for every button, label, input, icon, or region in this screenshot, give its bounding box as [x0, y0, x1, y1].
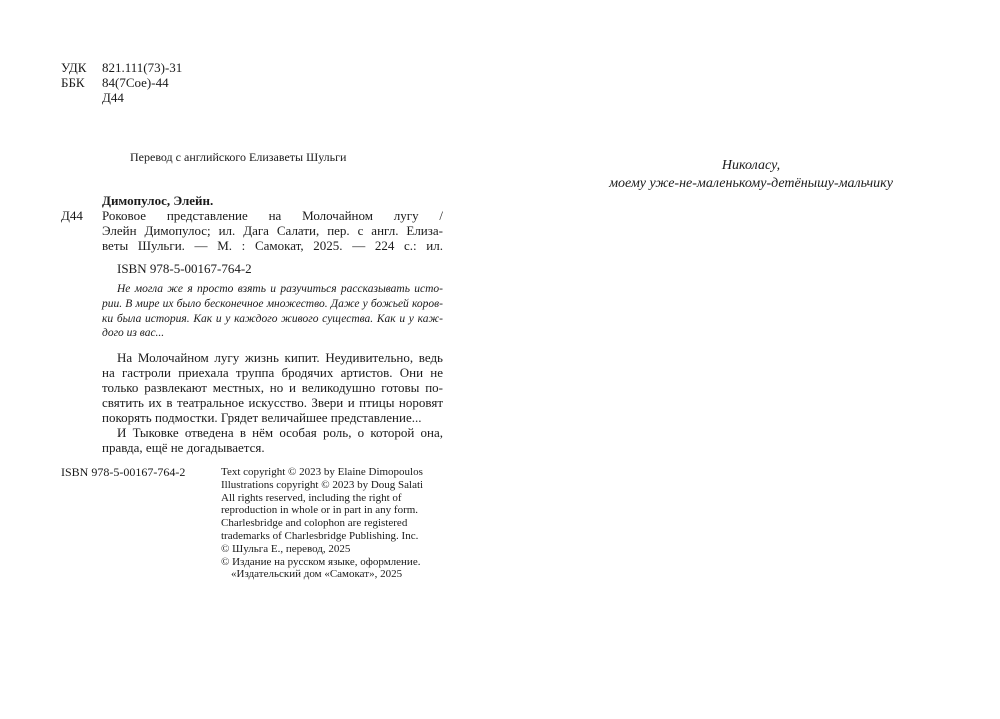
annotation: [102, 350, 443, 455]
epigraph-line: рии. В мире их было бесконечное множество. Даже у божьей коров-: [102, 297, 443, 310]
copyright-line: «Издательский дом «Самокат», 2025: [231, 568, 403, 581]
copyright-line: Charlesbridge and colophon are registered: [221, 517, 408, 530]
epigraph-line: дого из вас...: [102, 327, 165, 340]
copyright-line: Text copyright © 2023 by Elaine Dimopoulos: [221, 466, 423, 478]
copyright-line: © Шульга Е., перевод, 2025: [221, 542, 351, 555]
catalog-isbn: ISBN 978-5-00167-764-2: [117, 261, 252, 276]
epigraph: [102, 282, 443, 341]
annotation-line: правда, ещё не догадывается.: [102, 440, 265, 455]
catalog-description: [102, 208, 443, 253]
dedication-line-2: моему уже-не-маленькому-детёнышу-мальчику: [609, 176, 893, 191]
dedication: [598, 157, 904, 193]
annotation-line: покорять подмостки. Грядет величайшее представление...: [102, 410, 422, 425]
dedication-line-1: Николасу,: [721, 158, 781, 173]
epigraph-line: ки была история. Как и у каждого живого существа. Как и у каж-: [102, 312, 443, 325]
copyright-line: trademarks of Charlesbridge Publishing. Inc.: [221, 529, 419, 542]
bottom-isbn: ISBN 978-5-00167-764-2: [61, 465, 186, 479]
bbk-value: 84(7Сое)-44: [102, 75, 169, 90]
bbk-label: ББК: [61, 75, 85, 90]
annotation-line: На Молочайном лугу жизнь кипит. Неудивительно, ведь: [117, 350, 443, 365]
translation-note: Перевод с английского Елизаветы Шульги: [130, 150, 347, 164]
annotation-line: И Тыковке отведена в нём особая роль, о которой она,: [117, 425, 443, 440]
copyright-line: © Издание на русском языке, оформление.: [221, 555, 421, 568]
annotation-line: святить их в театральное искусство. Звери и птицы норовят: [102, 395, 443, 410]
catalog-desc-line: Элейн Димопулос; ил. Дага Салати, пер. с англ. Елиза-: [102, 223, 443, 238]
udk-label: УДК: [61, 60, 87, 75]
copyright-line: Illustrations copyright © 2023 by Doug Salati: [221, 478, 424, 491]
udk-value: 821.111(73)-31: [102, 60, 183, 75]
copyright-block: [221, 466, 423, 581]
catalog-mark: Д44: [61, 208, 83, 223]
annotation-line: только развлекают местных, но и великодушно готовы по-: [102, 380, 443, 395]
catalog-desc-line: веты Шульги. — М. : Самокат, 2025. — 224 с.: ил.: [102, 238, 443, 253]
copyright-line: reproduction in whole or in part in any form.: [221, 504, 419, 517]
author-mark: Д44: [102, 90, 124, 105]
epigraph-line: Не могла же я просто взять и разучиться рассказывать исто-: [117, 283, 443, 295]
annotation-line: на гастроли приехала труппа бродячих артистов. Они не: [102, 365, 443, 380]
catalog-author: Димопулос, Элейн.: [102, 193, 214, 208]
catalog-desc-line: Роковое представление на Молочайном лугу /: [102, 208, 443, 223]
copyright-line: All rights reserved, including the right of: [221, 491, 402, 504]
